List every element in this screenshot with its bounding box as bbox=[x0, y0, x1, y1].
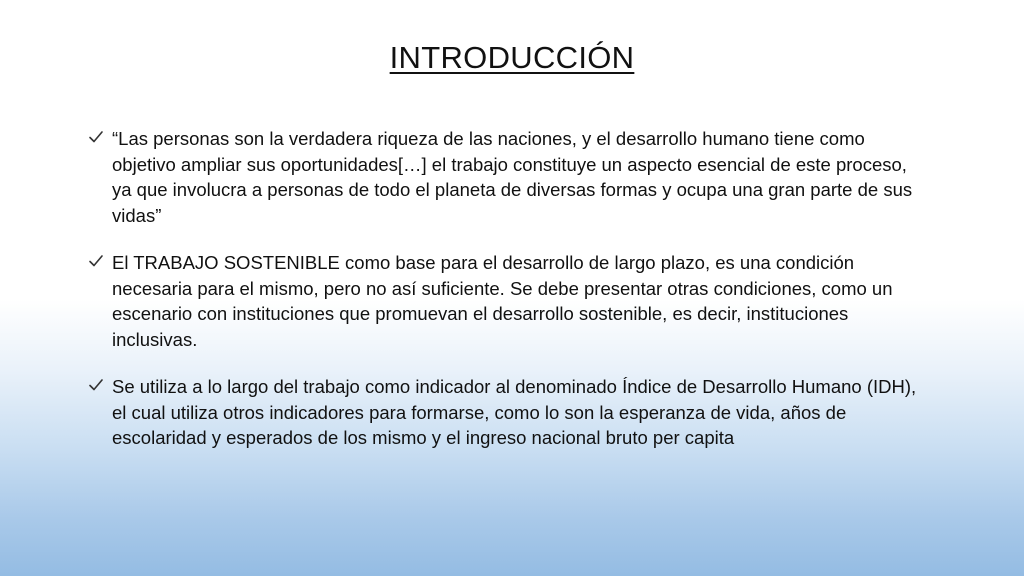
bullet-list bbox=[88, 126, 918, 473]
bullet-text: “Las personas son la verdadera riqueza de las naciones, y el desarrollo humano tiene como objetivo ampliar sus oportunidades[…] el trabajo constituye un aspecto esencial de este proceso, ya que involucra a personas de todo el planeta de diversas formas y ocupa una gran parte de sus vidas” bbox=[112, 128, 913, 226]
bullet-item bbox=[88, 250, 918, 352]
checkmark-icon bbox=[88, 377, 104, 393]
bullet-item bbox=[88, 374, 918, 451]
slide-title bbox=[0, 38, 1024, 78]
bullet-text: El TRABAJO SOSTENIBLE como base para el desarrollo de largo plazo, es una condición necesaria para el mismo, pero no así suficiente. Se debe presentar otras condiciones, como un escenario con instituciones que promuevan el desarrollo sostenible, es decir, instituciones inclusivas. bbox=[112, 252, 893, 350]
checkmark-icon bbox=[88, 253, 104, 269]
slide-title-text: INTRODUCCIÓN bbox=[389, 40, 635, 75]
bullet-text: Se utiliza a lo largo del trabajo como indicador al denominado Índice de Desarrollo Humano (IDH), el cual utiliza otros indicadores para formarse, como lo son la esperanza de vida, años de escolaridad y esperados de los mismo y el ingreso nacional bruto per capita bbox=[112, 376, 917, 448]
bullet-item bbox=[88, 126, 918, 228]
checkmark-icon bbox=[88, 129, 104, 145]
